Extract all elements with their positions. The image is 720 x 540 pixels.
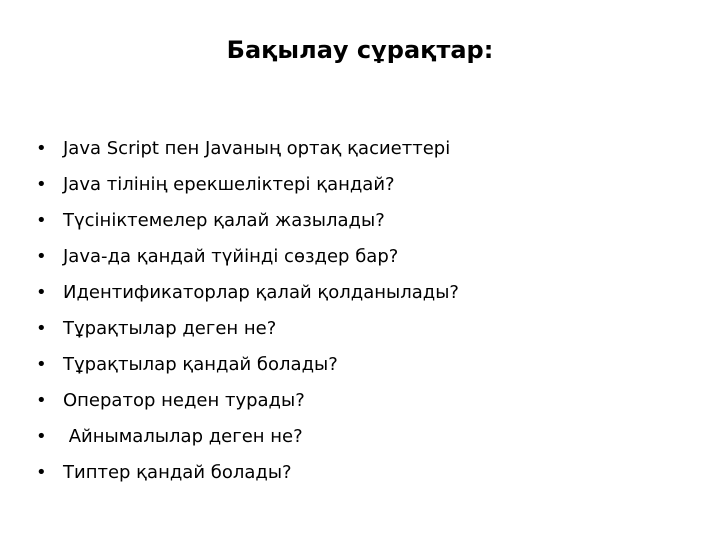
- bullet-icon: •: [36, 390, 47, 411]
- list-item: [36, 311, 459, 347]
- list-item-text: Java тілінің ерекшеліктері қандай?: [63, 174, 395, 195]
- list-item-text: Тұрақтылар деген не?: [63, 318, 277, 339]
- bullet-icon: •: [36, 174, 47, 195]
- bullet-icon: •: [36, 210, 47, 231]
- slide-title: Бақылау сұрақтар:: [226, 36, 494, 64]
- list-item-text: Түсініктемелер қалай жазылады?: [63, 210, 385, 231]
- bullet-icon: •: [36, 138, 47, 159]
- bullet-icon: •: [36, 426, 47, 447]
- list-item: [36, 419, 459, 455]
- bullet-icon: •: [36, 462, 47, 483]
- bullet-icon: •: [36, 318, 47, 339]
- question-list: [36, 131, 459, 491]
- list-item: [36, 167, 459, 203]
- bullet-icon: •: [36, 282, 47, 303]
- list-item-text: Java-да қандай түйінді сөздер бар?: [63, 246, 399, 267]
- list-item: [36, 455, 459, 491]
- list-item: [36, 275, 459, 311]
- list-item: [36, 347, 459, 383]
- list-item: [36, 203, 459, 239]
- list-item: [36, 131, 459, 167]
- list-item-text: Идентификаторлар қалай қолданылады?: [63, 282, 459, 303]
- list-item-text: Айнымалылар деген не?: [63, 426, 303, 447]
- list-item-text: Оператор неден турады?: [63, 390, 305, 411]
- list-item-text: Java Script пен Javaның ортақ қасиеттері: [63, 138, 451, 159]
- bullet-icon: •: [36, 354, 47, 375]
- list-item: [36, 239, 459, 275]
- list-item-text: Типтер қандай болады?: [63, 462, 292, 483]
- bullet-icon: •: [36, 246, 47, 267]
- list-item-text: Тұрақтылар қандай болады?: [63, 354, 338, 375]
- list-item: [36, 383, 459, 419]
